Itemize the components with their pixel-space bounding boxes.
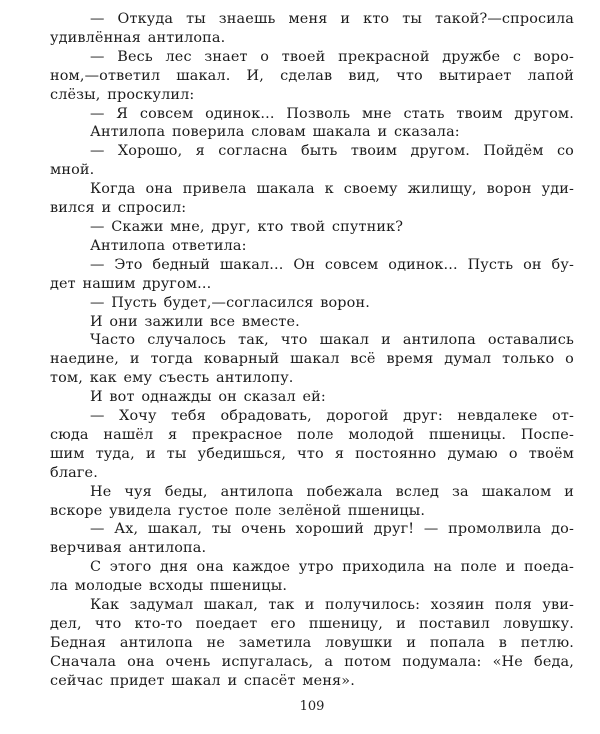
text-line: верчивая антилопа. <box>50 540 207 557</box>
text-line: Как задумал шакал, так и получилось: хозяин поля уви- <box>90 597 574 614</box>
text-line: Бедная антилопа не заметила ловушки и попала в петлю. <box>50 634 574 651</box>
text-line: — Пусть будет,—согласился ворон. <box>90 294 370 311</box>
text-line: ном,—ответил шакал. И, сделав вид, что вытирает лапой <box>50 67 574 84</box>
text-line: Антилопа ответила: <box>90 237 247 254</box>
story-text <box>50 10 574 691</box>
text-line: сейчас придет шакал и спасёт меня». <box>50 672 355 689</box>
text-line: Не чуя беды, антилопа побежала вслед за шакалом и <box>90 483 574 500</box>
text-line: шим туда, и ты убедишься, что я постоянно думаю о твоём <box>50 445 574 462</box>
text-line: благе. <box>50 464 98 481</box>
page-number: 109 <box>299 699 325 714</box>
text-line: вскоре увидела густое поле зелёной пшеницы. <box>50 502 426 519</box>
text-line: дел, что кто-то поедает его пшеницу, и поставил ловушку. <box>50 616 574 632</box>
text-line: Часто случалось так, что шакал и антилопа оставались <box>90 332 574 349</box>
text-line: — Весь лес знает о твоей прекрасной дружбе с воро- <box>90 48 574 65</box>
text-line: И вот однажды он сказал ей: <box>90 389 326 406</box>
text-line: Когда она привела шакала к своему жилищу, ворон уди- <box>90 181 574 198</box>
text-line: удивлённая антилопа. <box>50 29 226 46</box>
text-line: ла молодые всходы пшеницы. <box>50 578 288 595</box>
book-page <box>50 10 574 734</box>
text-line: — Скажи мне, друг, кто твой спутник? <box>90 218 404 235</box>
text-line: сюда нашёл я прекрасное поле молодой пшеницы. Поспе- <box>50 426 574 443</box>
text-line: мной. <box>50 162 95 179</box>
text-line: — Хочу тебя обрадовать, дорогой друг: невдалеке от- <box>90 408 574 425</box>
text-line: — Ах, шакал, ты очень хороший друг! — промолвила до- <box>90 521 574 538</box>
text-line: дет нашим другом... <box>50 275 212 292</box>
text-line: вился и спросил: <box>50 200 187 217</box>
text-line: С этого дня она каждое утро приходила на поле и поеда- <box>90 559 574 576</box>
text-line: — Откуда ты знаешь меня и кто ты такой?—спросила <box>90 11 574 27</box>
text-line: И они зажили все вместе. <box>90 313 300 330</box>
text-line: том, как ему съесть антилопу. <box>50 370 294 387</box>
text-line: — Это бедный шакал... Он совсем одинок... Пусть он бу- <box>90 256 574 273</box>
text-line: Сначала она очень испугалась, а потом подумала: «Не беда, <box>50 653 574 670</box>
text-line: — Хорошо, я согласна быть твоим другом. Пойдём со <box>90 143 574 160</box>
text-line: слёзы, проскулил: <box>50 86 195 103</box>
text-line: наедине, и тогда коварный шакал всё время думал только о <box>50 351 574 368</box>
text-line: — Я совсем одинок... Позволь мне стать твоим другом. <box>90 105 574 122</box>
text-line: Антилопа поверила словам шакала и сказала: <box>90 124 460 141</box>
